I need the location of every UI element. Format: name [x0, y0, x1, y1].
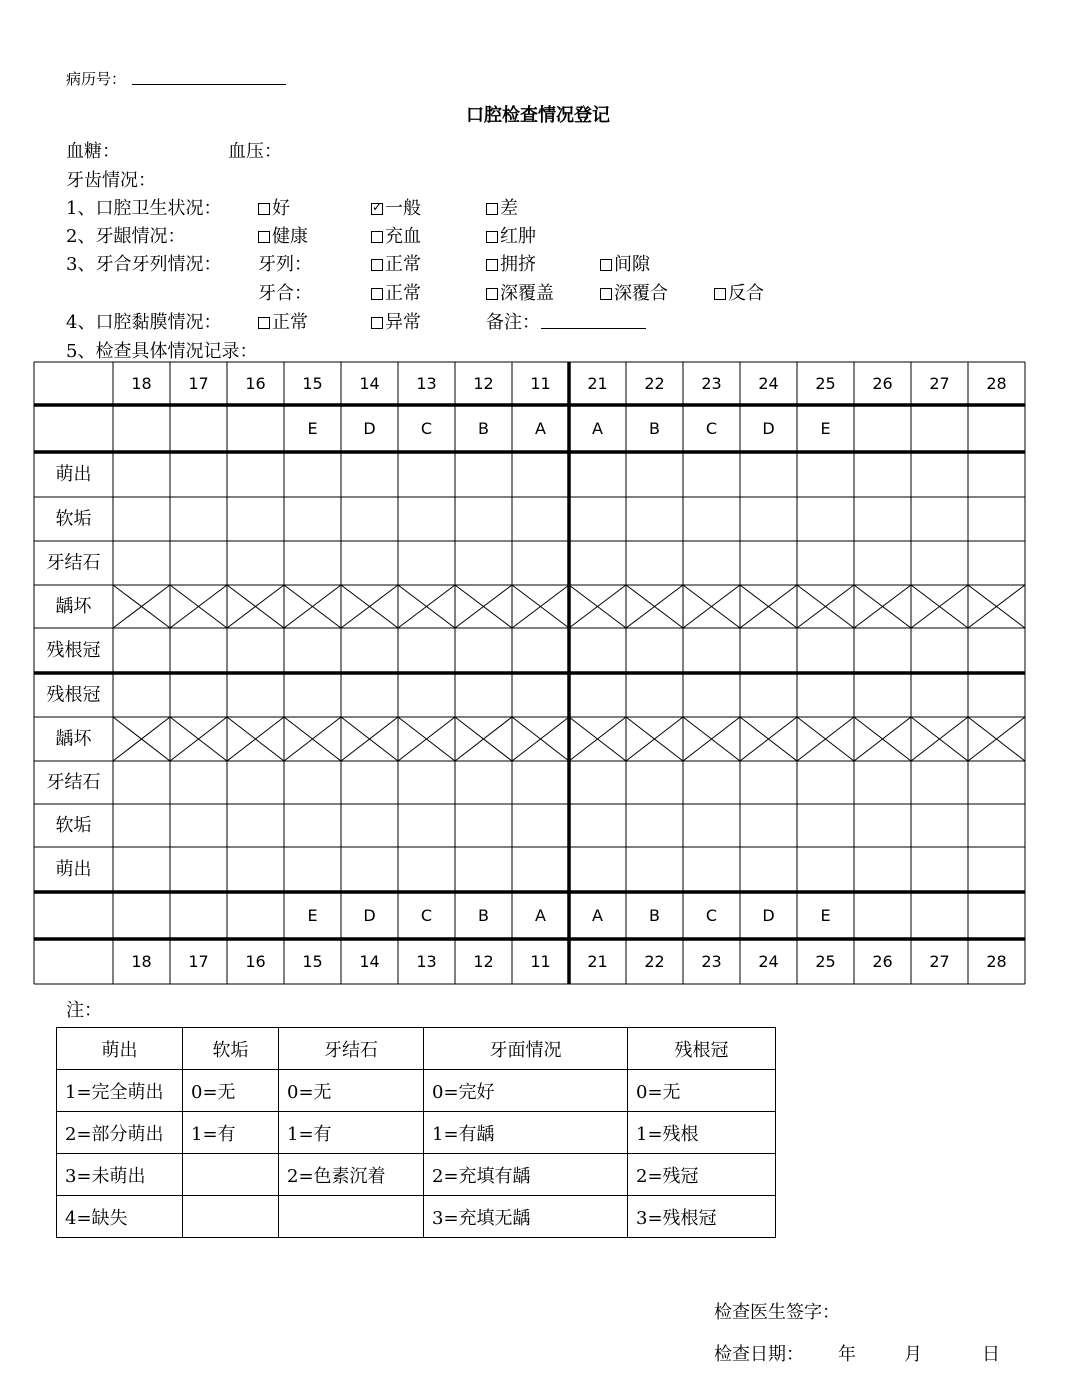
cross-out-mark [512, 585, 569, 628]
tooth-number-top: 28 [986, 374, 1007, 393]
legend-row [57, 1154, 776, 1196]
row-label-lower: 萌出 [55, 859, 92, 880]
legend-note-label: 注： [66, 1000, 102, 1021]
q4-option-normal[interactable]: 正常 [258, 308, 308, 334]
cross-out-mark [968, 585, 1025, 628]
cross-out-mark [512, 585, 569, 628]
deciduous-letter-top: B [478, 419, 489, 438]
deciduous-letter-top: D [762, 419, 775, 438]
cross-out-mark [854, 717, 911, 761]
cross-out-mark [227, 585, 284, 628]
legend-cell: 0=无 [183, 1070, 279, 1112]
checkbox-icon[interactable] [371, 259, 383, 271]
legend-header: 牙结石 [279, 1028, 424, 1070]
deciduous-letter-top: A [535, 419, 546, 438]
q1-option-average[interactable]: ✓ 一般 [371, 194, 421, 220]
legend-row [57, 1070, 776, 1112]
cross-out-mark [968, 717, 1025, 761]
cross-out-mark [113, 717, 170, 761]
cross-out-mark [569, 717, 626, 761]
q1-option-good[interactable]: 好 [258, 194, 290, 220]
deciduous-letter-top: C [705, 419, 718, 438]
cross-out-mark [911, 585, 968, 628]
cross-out-mark [911, 717, 968, 761]
row-label-lower: 牙结石 [46, 772, 101, 793]
legend-header: 牙面情况 [424, 1028, 628, 1070]
cross-out-mark [113, 585, 170, 628]
q3-occlusion-overjet[interactable]: 深覆盖 [486, 279, 554, 305]
legend-cell: 3=未萌出 [57, 1154, 183, 1196]
dental-section-label: 牙齿情况： [66, 170, 156, 191]
checkbox-icon[interactable] [371, 317, 383, 329]
cross-out-mark [398, 585, 455, 628]
tooth-number-top: 15 [302, 374, 323, 393]
tooth-number-bottom: 15 [302, 952, 323, 971]
cross-out-mark [797, 717, 854, 761]
tooth-number-bottom: 26 [872, 952, 893, 971]
cross-out-mark [341, 717, 398, 761]
deciduous-letter-bottom: A [535, 906, 546, 925]
tooth-number-top: 16 [245, 374, 266, 393]
cross-out-mark [569, 717, 626, 761]
q1-option-poor[interactable]: 差 [486, 194, 518, 220]
cross-out-mark [227, 717, 284, 761]
checkbox-icon[interactable] [258, 203, 270, 215]
deciduous-letter-bottom: B [478, 906, 489, 925]
cross-out-mark [968, 585, 1025, 628]
legend-header-row [57, 1028, 776, 1070]
cross-out-mark [911, 717, 968, 761]
date-year: 年 [838, 1344, 856, 1365]
legend-cell: 1=完全萌出 [57, 1070, 183, 1112]
legend-cell [279, 1196, 424, 1238]
cross-out-mark [170, 585, 227, 628]
checkbox-icon[interactable] [600, 259, 612, 271]
tooth-number-top: 22 [644, 374, 665, 393]
checkbox-icon[interactable] [600, 288, 612, 300]
tooth-number-bottom: 17 [188, 952, 209, 971]
deciduous-letter-bottom: C [705, 906, 718, 925]
cross-out-mark [227, 717, 284, 761]
q3-occlusion-crossbite[interactable]: 反合 [714, 279, 764, 305]
row-label-lower: 龋坏 [55, 728, 92, 750]
q3-dentition-gap[interactable]: 间隙 [600, 250, 650, 276]
page-title: 口腔检查情况登记 [466, 105, 610, 126]
row-label-upper: 龋坏 [55, 596, 92, 617]
cross-out-mark [341, 585, 398, 628]
tooth-number-bottom: 12 [473, 952, 494, 971]
cross-out-mark [512, 717, 569, 761]
legend-cell: 2=充填有龋 [424, 1154, 628, 1196]
q3-occlusion-normal[interactable]: 正常 [371, 279, 421, 305]
cross-out-mark [398, 717, 455, 761]
cross-out-mark [284, 717, 341, 761]
tooth-number-top: 27 [929, 374, 950, 393]
legend-cell: 1=残根 [628, 1112, 776, 1154]
row-label-upper: 牙结石 [46, 552, 101, 574]
deciduous-letter-bottom: E [820, 906, 831, 925]
legend-cell: 4=缺失 [57, 1196, 183, 1238]
cross-out-mark [455, 585, 512, 628]
q3-sub1-label: 牙列： [258, 254, 312, 275]
q4-note-field[interactable] [541, 328, 646, 329]
q2-label: 2、牙龈情况： [66, 226, 186, 247]
deciduous-letter-bottom: A [592, 906, 603, 925]
checkbox-icon[interactable] [371, 231, 383, 243]
deciduous-letter-bottom: D [363, 906, 376, 925]
legend-cell: 2=色素沉着 [279, 1154, 424, 1196]
deciduous-letter-bottom: D [762, 906, 775, 925]
legend-header: 萌出 [57, 1028, 183, 1070]
cross-out-mark [968, 717, 1025, 761]
cross-out-mark [512, 717, 569, 761]
checked-checkbox-icon[interactable] [371, 203, 383, 215]
tooth-number-bottom: 21 [587, 952, 608, 971]
tooth-number-bottom: 22 [644, 952, 665, 971]
cross-out-mark [170, 717, 227, 761]
row-label-upper: 残根冠 [46, 640, 101, 661]
row-label-upper: 萌出 [55, 464, 92, 485]
record-no-field[interactable] [132, 84, 286, 85]
cross-out-mark [626, 717, 683, 761]
cross-out-mark [341, 717, 398, 761]
checkbox-icon[interactable] [486, 259, 498, 271]
checkbox-icon[interactable] [371, 288, 383, 300]
cross-out-mark [284, 585, 341, 628]
cross-out-mark [455, 717, 512, 761]
cross-out-mark [740, 585, 797, 628]
cross-out-mark [170, 717, 227, 761]
tooth-number-top: 11 [530, 374, 551, 393]
q3-dentition-normal[interactable]: 正常 [371, 250, 421, 276]
deciduous-letter-top: D [363, 419, 376, 438]
checkbox-icon[interactable] [258, 317, 270, 329]
legend-cell: 0=无 [628, 1070, 776, 1112]
legend-cell: 2=部分萌出 [57, 1112, 183, 1154]
cross-out-mark [740, 585, 797, 628]
cross-out-mark [683, 717, 740, 761]
deciduous-letter-bottom: E [307, 906, 318, 925]
cross-out-mark [455, 717, 512, 761]
legend-row [57, 1196, 776, 1238]
tooth-number-bottom: 27 [929, 952, 950, 971]
cross-out-mark [170, 585, 227, 628]
deciduous-letter-top: B [649, 419, 660, 438]
tooth-number-top: 18 [131, 374, 152, 393]
tooth-number-bottom: 16 [245, 952, 266, 971]
cross-out-mark [284, 717, 341, 761]
blood-pressure-label: 血压： [228, 141, 282, 162]
cross-out-mark [683, 717, 740, 761]
tooth-number-bottom: 18 [131, 952, 152, 971]
tooth-number-bottom: 13 [416, 952, 437, 971]
cross-out-mark [797, 717, 854, 761]
cross-out-mark [227, 585, 284, 628]
tooth-number-bottom: 23 [701, 952, 722, 971]
tooth-number-top: 14 [359, 374, 380, 393]
date-month: 月 [904, 1344, 922, 1365]
q3-label: 3、牙合牙列情况： [66, 254, 222, 275]
legend-header: 软垢 [183, 1028, 279, 1070]
deciduous-letter-top: E [820, 419, 831, 438]
checkbox-icon[interactable] [486, 231, 498, 243]
cross-out-mark [569, 585, 626, 628]
legend-table [56, 1027, 776, 1238]
checkbox-icon[interactable] [486, 203, 498, 215]
signature-label: 检查医生签字： [714, 1302, 840, 1323]
legend-cell: 1=有 [183, 1112, 279, 1154]
q3-occlusion-overbite[interactable]: 深覆合 [600, 279, 668, 305]
cross-out-mark [113, 585, 170, 628]
cross-out-mark [911, 585, 968, 628]
tooth-number-bottom: 14 [359, 952, 380, 971]
q3-dentition-crowded[interactable]: 拥挤 [486, 250, 536, 276]
cross-out-mark [398, 717, 455, 761]
legend-cell: 3=残根冠 [628, 1196, 776, 1238]
legend-cell: 2=残冠 [628, 1154, 776, 1196]
tooth-number-top: 23 [701, 374, 722, 393]
cross-out-mark [113, 717, 170, 761]
q2-option-healthy[interactable]: 健康 [258, 222, 308, 248]
q3-sub2-label: 牙合： [258, 283, 312, 304]
q4-note-label: 备注： [486, 312, 540, 333]
legend-cell: 1=有 [279, 1112, 424, 1154]
q5-label: 5、检查具体情况记录： [66, 341, 258, 362]
checkbox-icon[interactable] [486, 288, 498, 300]
deciduous-letter-bottom: B [649, 906, 660, 925]
record-no-label: 病历号： [66, 70, 127, 88]
cross-out-mark [341, 585, 398, 628]
tooth-number-bottom: 28 [986, 952, 1007, 971]
tooth-number-top: 26 [872, 374, 893, 393]
cross-out-mark [854, 585, 911, 628]
blood-sugar-label: 血糖： [66, 141, 120, 162]
tooth-number-top: 25 [815, 374, 836, 393]
q4-option-abnormal[interactable]: 异常 [371, 308, 421, 334]
cross-out-mark [797, 585, 854, 628]
cross-out-mark [626, 717, 683, 761]
cross-out-mark [284, 585, 341, 628]
q1-label: 1、口腔卫生状况： [66, 198, 222, 219]
cross-out-mark [683, 585, 740, 628]
legend-cell: 3=充填无龋 [424, 1196, 628, 1238]
cross-out-mark [740, 717, 797, 761]
tooth-number-top: 24 [758, 374, 779, 393]
cross-out-mark [683, 585, 740, 628]
date-label: 检查日期： [714, 1344, 804, 1365]
tooth-number-top: 17 [188, 374, 209, 393]
cross-out-mark [398, 585, 455, 628]
cross-out-mark [854, 585, 911, 628]
cross-out-mark [797, 585, 854, 628]
checkbox-icon[interactable] [714, 288, 726, 300]
legend-cell: 0=无 [279, 1070, 424, 1112]
legend-cell: 1=有龋 [424, 1112, 628, 1154]
tooth-number-top: 21 [587, 374, 608, 393]
row-label-lower: 软垢 [55, 815, 92, 836]
deciduous-letter-bottom: C [420, 906, 433, 925]
row-label-lower: 残根冠 [46, 684, 101, 706]
legend-cell [183, 1154, 279, 1196]
q4-label: 4、口腔黏膜情况： [66, 312, 222, 333]
deciduous-letter-top: C [420, 419, 433, 438]
cross-out-mark [569, 585, 626, 628]
legend-row [57, 1112, 776, 1154]
legend-cell [183, 1196, 279, 1238]
legend-header: 残根冠 [628, 1028, 776, 1070]
cross-out-mark [626, 585, 683, 628]
row-label-upper: 软垢 [55, 508, 92, 530]
q2-option-congested[interactable]: 充血 [371, 222, 421, 248]
tooth-number-bottom: 11 [530, 952, 551, 971]
tooth-number-top: 13 [416, 374, 437, 393]
q2-option-swollen[interactable]: 红肿 [486, 222, 536, 248]
cross-out-mark [626, 585, 683, 628]
deciduous-letter-top: A [592, 419, 603, 438]
cross-out-mark [854, 717, 911, 761]
cross-out-mark [740, 717, 797, 761]
cross-out-mark [455, 585, 512, 628]
tooth-number-top: 12 [473, 374, 494, 393]
tooth-number-bottom: 24 [758, 952, 779, 971]
legend-cell: 0=完好 [424, 1070, 628, 1112]
tooth-number-bottom: 25 [815, 952, 836, 971]
date-day: 日 [982, 1344, 1000, 1365]
deciduous-letter-top: E [307, 419, 318, 438]
checkbox-icon[interactable] [258, 231, 270, 243]
